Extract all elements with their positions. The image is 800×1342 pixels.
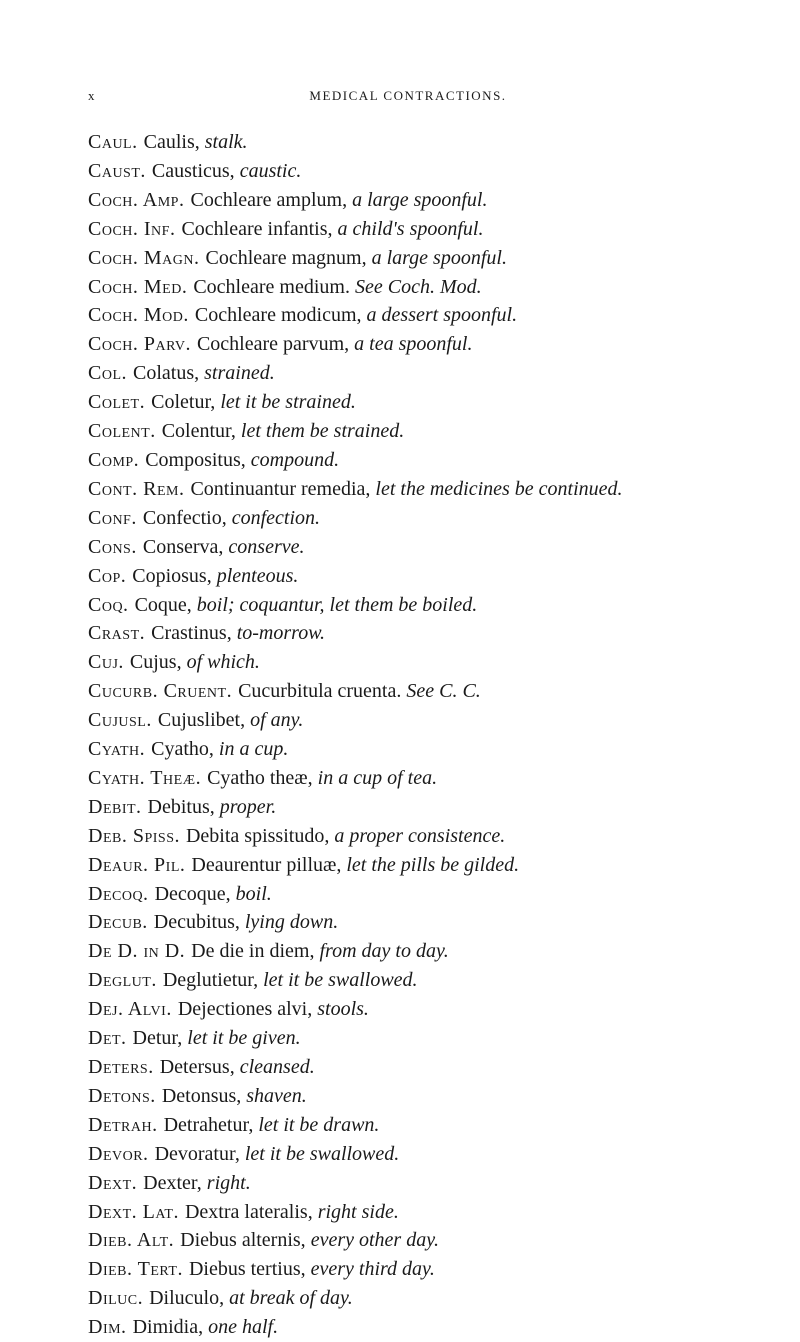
- entry-latin: Cochleare magnum,: [205, 246, 367, 269]
- entry-latin: Diebus tertius,: [188, 1258, 306, 1281]
- entry-abbreviation: Coq.: [88, 593, 129, 616]
- entry-latin: Continuantur remedia,: [190, 477, 371, 500]
- entry-latin: Diluculo,: [149, 1287, 225, 1310]
- list-item: [88, 388, 788, 417]
- list-item: [88, 822, 788, 851]
- entry-abbreviation: Coch. Amp.: [88, 188, 185, 211]
- entry-abbreviation: Dext.: [88, 1171, 138, 1194]
- entry-abbreviation: Detons.: [88, 1084, 156, 1107]
- entry-latin: Detonsus,: [161, 1084, 242, 1107]
- entry-translation: compound.: [250, 448, 340, 471]
- entry-abbreviation: Coch. Parv.: [88, 333, 191, 356]
- entry-abbreviation: Colent.: [88, 420, 156, 443]
- entry-latin: Detersus,: [159, 1056, 235, 1078]
- entry-latin: Cochleare modicum,: [194, 304, 362, 327]
- entry-translation: plenteous.: [216, 564, 299, 587]
- entry-translation: let it be given.: [187, 1027, 301, 1050]
- list-item: [88, 446, 788, 475]
- entry-translation: let it be swallowed.: [263, 969, 418, 992]
- entry-abbreviation: Dext. Lat.: [88, 1200, 179, 1223]
- entry-abbreviation: Col.: [88, 362, 128, 385]
- list-item: [88, 677, 788, 706]
- entry-translation: of which.: [186, 651, 260, 674]
- entry-latin: Decoque,: [154, 882, 231, 905]
- entry-translation: in a cup.: [218, 738, 289, 761]
- list-item: [88, 851, 788, 880]
- list-item: [88, 1111, 788, 1140]
- entry-translation: a large spoonful.: [371, 246, 507, 269]
- list-item: [88, 186, 788, 215]
- entry-abbreviation: Colet.: [88, 391, 146, 414]
- entry-latin: Colatus,: [133, 362, 200, 385]
- entry-latin: Diebus alternis,: [180, 1229, 306, 1252]
- entry-translation: See C. C.: [406, 680, 481, 703]
- list-item: [88, 966, 788, 995]
- entry-translation: shaven.: [246, 1084, 307, 1107]
- list-item: [88, 1169, 788, 1198]
- entry-latin: Causticus,: [151, 159, 235, 182]
- page-number: x: [88, 88, 96, 103]
- entry-latin: Cujuslibet,: [157, 709, 246, 732]
- list-item: [88, 1255, 788, 1284]
- entry-abbreviation: Deglut.: [88, 969, 157, 992]
- entry-abbreviation: Deaur. Pil.: [88, 853, 186, 876]
- entry-abbreviation: Deb. Spiss.: [88, 824, 180, 847]
- abbreviation-list: [88, 128, 788, 1342]
- entry-latin: Deaurentur pilluæ,: [191, 853, 342, 876]
- list-item: [88, 1053, 788, 1082]
- entry-latin: Cochleare parvum,: [196, 333, 350, 356]
- entry-translation: let it be swallowed.: [244, 1142, 400, 1165]
- list-item: [88, 735, 788, 764]
- entry-abbreviation: Crast.: [88, 622, 146, 645]
- entry-latin: Cochleare medium.: [193, 275, 350, 298]
- entry-latin: Debita spissitudo,: [185, 824, 330, 847]
- entry-translation: let it be strained.: [220, 391, 356, 414]
- list-item: [88, 475, 788, 504]
- list-item: [88, 1313, 788, 1342]
- entry-translation: at break of day.: [229, 1287, 353, 1310]
- entry-latin: Debitus,: [147, 795, 215, 818]
- entry-latin: Decubitus,: [153, 911, 240, 934]
- entry-latin: Devoratur,: [154, 1142, 240, 1165]
- entry-abbreviation: Coch. Magn.: [88, 246, 200, 269]
- page-title: MEDICAL CONTRACTIONS.: [309, 88, 507, 103]
- entry-abbreviation: Cons.: [88, 535, 137, 558]
- entry-latin: Confectio,: [142, 506, 227, 529]
- entry-abbreviation: Deters.: [88, 1056, 154, 1078]
- entry-translation: a child's spoonful.: [337, 217, 484, 240]
- entry-translation: boil.: [235, 882, 272, 905]
- list-item: [88, 504, 788, 533]
- list-item: [88, 301, 788, 330]
- list-item: [88, 330, 788, 359]
- entry-translation: of any.: [250, 709, 304, 732]
- entry-translation: let it be drawn.: [258, 1113, 380, 1136]
- entry-abbreviation: Dej. Alvi.: [88, 998, 172, 1021]
- entry-translation: a dessert spoonful.: [366, 304, 518, 327]
- entry-translation: in a cup of tea.: [317, 766, 438, 789]
- list-item: [88, 157, 788, 186]
- entry-abbreviation: Caust.: [88, 159, 146, 182]
- entry-translation: every other day.: [310, 1229, 439, 1252]
- entry-translation: let the pills be gilded.: [346, 853, 520, 876]
- entry-abbreviation: Detrah.: [88, 1113, 158, 1136]
- entry-latin: Coletur,: [151, 391, 216, 414]
- entry-abbreviation: Coch. Med.: [88, 275, 188, 298]
- entry-abbreviation: Cop.: [88, 564, 127, 587]
- entry-translation: lying down.: [244, 911, 339, 934]
- entry-abbreviation: Dim.: [88, 1316, 127, 1339]
- entry-latin: Compositus,: [145, 448, 246, 471]
- list-item: [88, 359, 788, 388]
- entry-translation: stools.: [317, 998, 369, 1021]
- entry-translation: boil; coquantur, let them be boiled.: [196, 593, 478, 616]
- list-item: [88, 273, 788, 302]
- entry-abbreviation: Diluc.: [88, 1287, 144, 1310]
- list-item: [88, 1024, 788, 1053]
- entry-abbreviation: Comp.: [88, 448, 140, 471]
- entry-translation: confection.: [231, 506, 321, 529]
- list-item: [88, 244, 788, 273]
- list-item: [88, 880, 788, 909]
- entry-abbreviation: Caul.: [88, 131, 138, 153]
- entry-latin: Cujus,: [129, 651, 182, 674]
- list-item: [88, 706, 788, 735]
- entry-translation: a large spoonful.: [352, 188, 488, 211]
- list-item: [88, 995, 788, 1024]
- entry-translation: one half.: [208, 1316, 279, 1339]
- entry-latin: Detur,: [132, 1027, 183, 1050]
- list-item: [88, 1140, 788, 1169]
- list-item: [88, 648, 788, 677]
- entry-latin: Cochleare infantis,: [181, 217, 333, 240]
- list-item: [88, 215, 788, 244]
- list-item: [88, 562, 788, 591]
- entry-abbreviation: De D. in D.: [88, 940, 186, 963]
- list-item: [88, 533, 788, 562]
- entry-translation: proper.: [219, 795, 277, 818]
- entry-abbreviation: Coch. Mod.: [88, 304, 189, 327]
- list-item: [88, 793, 788, 822]
- entry-latin: Crastinus,: [151, 622, 232, 645]
- entry-latin: Conserva,: [142, 535, 224, 558]
- entry-abbreviation: Conf.: [88, 506, 137, 529]
- list-item: [88, 128, 788, 157]
- entry-latin: Cyatho theæ,: [207, 766, 313, 789]
- entry-translation: let them be strained.: [240, 420, 405, 443]
- entry-abbreviation: Decub.: [88, 911, 148, 934]
- entry-abbreviation: Coch. Inf.: [88, 217, 176, 240]
- entry-abbreviation: Cyath.: [88, 738, 146, 761]
- entry-translation: every third day.: [310, 1258, 435, 1281]
- entry-translation: let the medicines be continued.: [375, 477, 623, 500]
- list-item: [88, 937, 788, 966]
- entry-translation: right.: [206, 1171, 251, 1194]
- list-item: [88, 764, 788, 793]
- entry-translation: conserve.: [228, 535, 305, 558]
- entry-latin: Dimidia,: [132, 1316, 204, 1339]
- entry-abbreviation: Cuj.: [88, 651, 124, 674]
- entry-latin: Detrahetur,: [163, 1113, 254, 1136]
- entry-latin: Dejectiones alvi,: [177, 998, 313, 1021]
- list-item: [88, 908, 788, 937]
- entry-latin: De die in diem,: [191, 940, 315, 963]
- entry-abbreviation: Dieb. Alt.: [88, 1229, 175, 1252]
- entry-latin: Cochleare amplum,: [190, 188, 348, 211]
- entry-translation: cleansed.: [239, 1056, 315, 1078]
- list-item: [88, 1226, 788, 1255]
- list-item: [88, 1082, 788, 1111]
- entry-latin: Deglutietur,: [162, 969, 259, 992]
- entry-abbreviation: Cujusl.: [88, 709, 152, 732]
- entry-translation: See Coch. Mod.: [354, 275, 482, 298]
- entry-latin: Colentur,: [161, 420, 236, 443]
- list-item: [88, 591, 788, 620]
- entry-abbreviation: Cont. Rem.: [88, 477, 185, 500]
- entry-translation: a tea spoonful.: [354, 333, 473, 356]
- entry-translation: a proper consistence.: [334, 824, 506, 847]
- entry-latin: Dextra lateralis,: [184, 1200, 313, 1223]
- entry-abbreviation: Det.: [88, 1027, 127, 1050]
- entry-abbreviation: Decoq.: [88, 882, 149, 905]
- list-item: [88, 417, 788, 446]
- entry-abbreviation: Dieb. Tert.: [88, 1258, 183, 1281]
- list-item: [88, 1198, 788, 1227]
- entry-abbreviation: Cyath. Theæ.: [88, 766, 202, 789]
- entry-latin: Dexter,: [143, 1171, 202, 1194]
- entry-translation: strained.: [204, 362, 275, 385]
- entry-latin: Coque,: [134, 593, 192, 616]
- entry-translation: caustic.: [239, 159, 302, 182]
- entry-abbreviation: Devor.: [88, 1142, 149, 1165]
- list-item: [88, 619, 788, 648]
- entry-latin: Caulis,: [143, 131, 200, 153]
- entry-translation: right side.: [317, 1200, 399, 1223]
- entry-latin: Cucurbitula cruenta.: [238, 680, 402, 703]
- entry-latin: Copiosus,: [132, 564, 212, 587]
- entry-translation: stalk.: [204, 131, 248, 153]
- entry-abbreviation: Cucurb. Cruent.: [88, 680, 233, 703]
- entry-translation: to-morrow.: [236, 622, 326, 645]
- entry-translation: from day to day.: [319, 940, 449, 963]
- running-header: [88, 88, 728, 104]
- entry-abbreviation: Debit.: [88, 795, 142, 818]
- entry-latin: Cyatho,: [151, 738, 214, 761]
